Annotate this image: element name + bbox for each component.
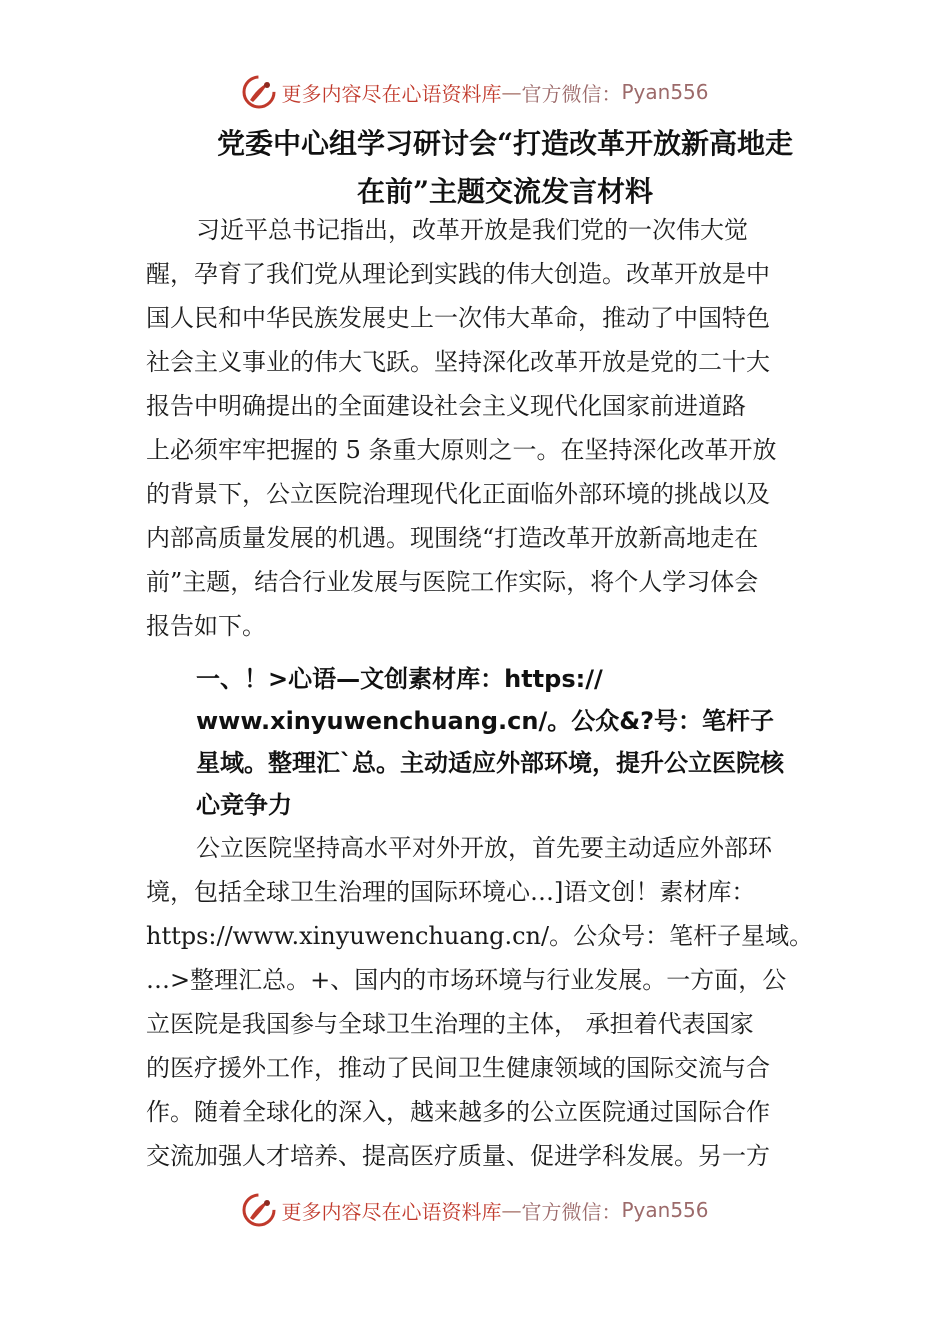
logo-icon (241, 1192, 277, 1228)
intro-line: 的背景下，公立医院治理现代化正面临外部环境的挑战以及 (146, 480, 770, 508)
document-title-line-2: 在前”主题交流发言材料 (356, 175, 654, 208)
document-title-line-1: 党委中心组学习研讨会“打造改革开放新高地走 (216, 127, 794, 160)
body-line: 的医疗援外工作，推动了民间卫生健康领域的国际交流与合 (146, 1054, 770, 1082)
logo-icon (241, 74, 277, 110)
intro-line: 内部高质量发展的机遇。现围绕“打造改革开放新高地走在 (146, 524, 759, 552)
body-line: 作。随着全球化的深入，越来越多的公立医院通过国际合作 (146, 1098, 770, 1126)
banner-main-text: 更多内容尽在心语资料库 (281, 81, 502, 106)
intro-line: 国人民和中华民族发展史上一次伟大革命，推动了中国特色 (146, 304, 770, 332)
header-watermark-banner (0, 72, 950, 112)
section-1-body (146, 826, 826, 1178)
banner-dash: — (501, 80, 522, 104)
intro-line: 社会主义事业的伟大飞跃。坚持深化改革开放是党的二十大 (146, 348, 770, 376)
body-line: 交流加强人才培养、提高医疗质量、促进学科发展。另一方 (146, 1142, 770, 1170)
banner-wechat-label: 官方微信： (521, 81, 622, 106)
banner-wechat-id: Pyan556 (621, 80, 709, 104)
body-line: 立医院是我国参与全球卫生治理的主体， 承担着代表国家 (146, 1010, 754, 1038)
heading-line: 心竞争力 (196, 791, 292, 819)
intro-line: 醒，孕育了我们党从理论到实践的伟大创造。改革开放是中 (146, 260, 770, 288)
body-line: https://www.xinyuwenchuang.cn/。公众号：笔杆子星域。 (146, 922, 814, 950)
footer-watermark-banner (0, 1190, 950, 1230)
section-1-heading (196, 658, 836, 826)
intro-line: 上必须牢牢把握的 5 条重大原则之一。在坚持深化改革开放 (146, 436, 777, 464)
intro-line: 报告中明确提出的全面建设社会主义现代化国家前进道路 (146, 392, 746, 420)
body-line: 公立医院坚持高水平对外开放，首先要主动适应外部环 (196, 834, 772, 862)
banner-wechat-label: 官方微信： (521, 1199, 622, 1224)
intro-paragraph (146, 208, 826, 648)
intro-line: 习近平总书记指出，改革开放是我们党的一次伟大觉 (196, 216, 748, 244)
banner-wechat-id: Pyan556 (621, 1198, 709, 1222)
heading-line: www.xinyuwenchuang.cn/。公众&?号：笔杆子 (196, 707, 775, 735)
banner-dash: — (501, 1198, 522, 1222)
heading-line: 一、！>心语—文创素材库：https:// (196, 665, 603, 693)
body-line: …>整理汇总。+、国内的市场环境与行业发展。一方面，公 (146, 966, 787, 994)
body-line: 境，包括全球卫生治理的国际环境心…]语文创！素材库： (146, 878, 756, 906)
heading-line: 星域。整理汇`总。主动适应外部环境，提升公立医院核 (196, 749, 784, 777)
intro-line: 报告如下。 (146, 612, 266, 640)
banner-main-text: 更多内容尽在心语资料库 (281, 1199, 502, 1224)
intro-line: 前”主题，结合行业发展与医院工作实际，将个人学习体会 (146, 568, 759, 596)
